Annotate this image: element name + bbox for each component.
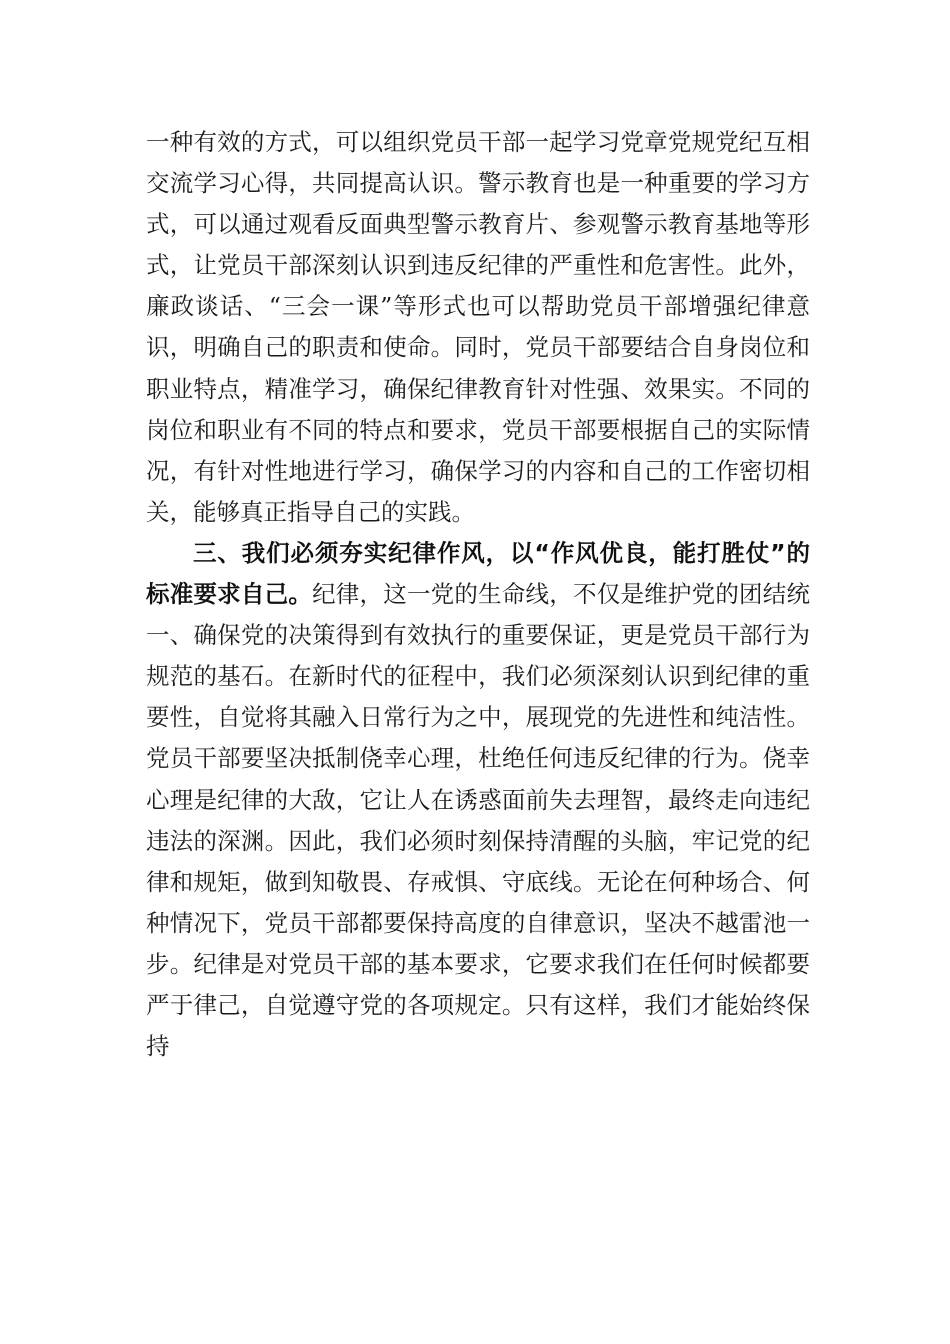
section-3-paragraph: [146, 533, 810, 1067]
section-3-body: 纪律，这一党的生命线，不仅是维护党的团结统一、确保党的决策得到有效执行的重要保证，更是党员干部行为规范的基石。在新时代的征程中，我们必须深刻认识到纪律的重要性，自觉将其融入日常行为之中，展现党的先进性和纯洁性。党员干部要坚决抵制侥幸心理，杜绝任何违反纪律的行为。侥幸心理是纪律的大敌，它让人在诱惑面前失去理智，最终走向违纪违法的深渊。因此，我们必须时刻保持清醒的头脑，牢记党的纪律和规矩，做到知敬畏、存戒惧、守底线。无论在何种场合、何种情况下，党员干部都要保持高度的自律意识，坚决不越雷池一步。纪律是对党员干部的基本要求，它要求我们在任何时候都要严于律己，自觉遵守党的各项规定。只有这样，我们才能始终保持: [146, 580, 811, 1061]
paragraph-continuation: 一种有效的方式，可以组织党员干部一起学习党章党规党纪互相交流学习心得，共同提高认识。警示教育也是一种重要的学习方式，可以通过观看反面典型警示教育片、参观警示教育基地等形式，让党员干部深刻认识到违反纪律的严重性和危害性。此外，廉政谈话、“三会一课”等形式也可以帮助党员干部增强纪律意识，明确自己的职责和使命。同时，党员干部要结合自身岗位和职业特点，精准学习，确保纪律教育针对性强、效果实。不同的岗位和职业有不同的特点和要求，党员干部要根据自己的实际情况，有针对性地进行学习，确保学习的内容和自己的工作密切相关，能够真正指导自己的实践。: [146, 128, 810, 526]
section-3-heading: 三、我们必须夯实纪律作风，以“作风优良，能打胜仗”的标准要求自己。: [146, 538, 810, 609]
document-body: [146, 122, 810, 1067]
